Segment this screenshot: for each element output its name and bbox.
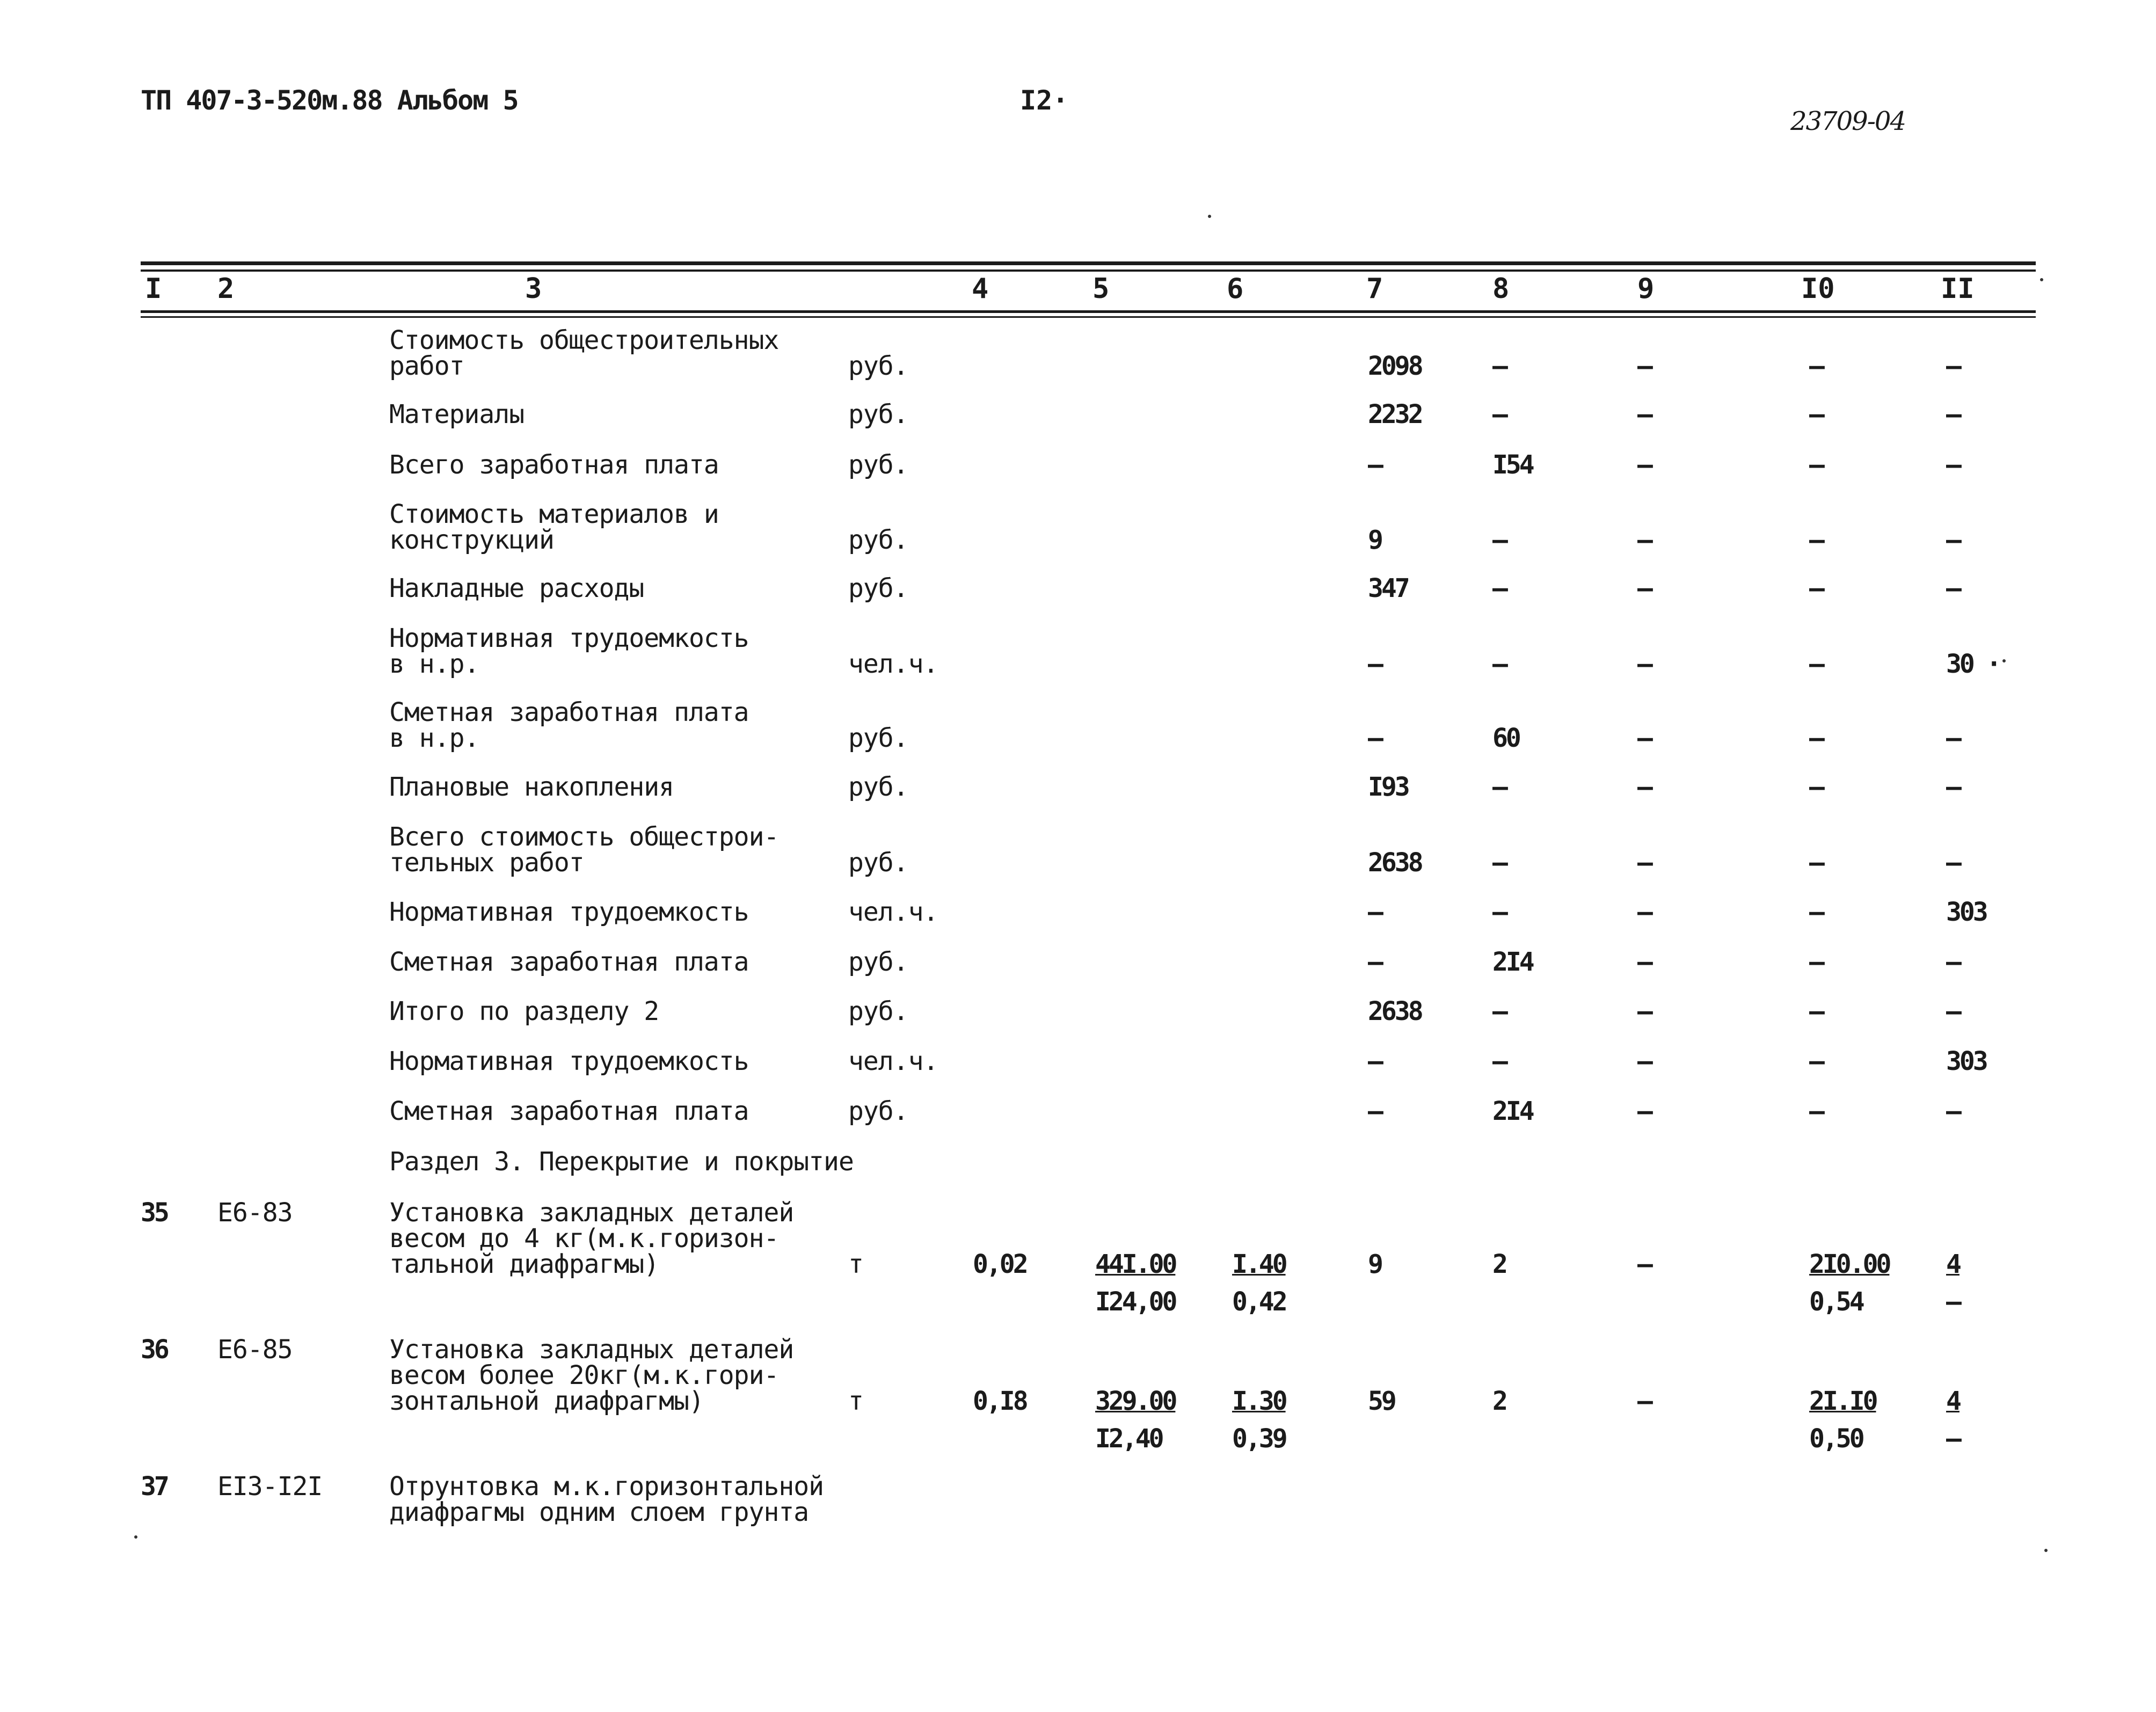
item-c5-bottom: I2,40 (1095, 1424, 1162, 1454)
row-name: Сметная заработная плата (389, 1096, 749, 1126)
column-header-7: 7 (1366, 273, 1383, 305)
scan-speck (2002, 659, 2006, 662)
row-value-c8: I54 (1492, 450, 1533, 480)
scan-speck (1208, 215, 1211, 218)
item-name: Установка закладных деталей весом более 20кг(м.к.гори- зонтальной диафрагмы) (389, 1335, 794, 1416)
row-value-c8: – (1492, 525, 1506, 555)
row-value-c9: – (1637, 399, 1651, 429)
item-c6-bottom: 0,39 (1232, 1424, 1286, 1454)
row-value-c9: – (1637, 1046, 1651, 1076)
row-name: Плановые накопления (389, 772, 674, 802)
row-value-c9: – (1637, 772, 1651, 802)
row-value-c11: – (1946, 450, 1960, 480)
column-header-3: 3 (525, 273, 542, 305)
row-value-c9: – (1637, 351, 1651, 381)
row-value-c8: – (1492, 573, 1506, 603)
row-name: Всего стоимость общестрои- тельных работ (389, 822, 779, 878)
inventory-number: 23709-04 (1790, 106, 1905, 136)
page-number: I2· (1020, 85, 1069, 116)
item-c5-top: 44I.00 (1095, 1249, 1176, 1279)
row-value-c10: – (1809, 351, 1823, 381)
row-unit: чел.ч. (848, 897, 938, 927)
row-value-c9: – (1637, 1096, 1651, 1126)
item-c10-top: 2I.I0 (1809, 1386, 1876, 1416)
row-value-c11: – (1946, 399, 1960, 429)
row-value-c9: – (1637, 848, 1651, 878)
header-bottom-rule-inner (141, 316, 2036, 318)
row-value-c9: – (1637, 525, 1651, 555)
row-value-c10: – (1809, 996, 1823, 1026)
column-header-11: II (1941, 273, 1975, 305)
row-unit: руб. (848, 1096, 908, 1126)
row-value-c7: I93 (1368, 772, 1408, 802)
row-value-c11: – (1946, 723, 1960, 753)
item-c11-bottom: – (1946, 1424, 1960, 1454)
row-value-c11: – (1946, 996, 1960, 1026)
item-c9: – (1637, 1386, 1651, 1416)
row-unit: руб. (848, 723, 908, 753)
row-value-c8: 2I4 (1492, 947, 1533, 977)
row-value-c9: – (1637, 450, 1651, 480)
item-unit: т (848, 1249, 863, 1279)
row-value-c7: 2098 (1368, 351, 1422, 381)
row-value-c11: – (1946, 1096, 1960, 1126)
row-unit: чел.ч. (848, 1046, 938, 1076)
scan-speck (2040, 278, 2043, 281)
row-unit: руб. (848, 996, 908, 1026)
scan-speck (134, 1535, 137, 1539)
row-value-c10: – (1809, 1046, 1823, 1076)
item-code: Е6-83 (217, 1198, 293, 1228)
row-value-c7: – (1368, 1046, 1381, 1076)
row-value-c10: – (1809, 897, 1823, 927)
row-value-c8: – (1492, 848, 1506, 878)
row-value-c11: 303 (1946, 897, 1986, 927)
item-number: 36 (141, 1335, 167, 1365)
row-name: Нормативная трудоемкость в н.р. (389, 623, 749, 679)
column-header-9: 9 (1637, 273, 1655, 305)
row-unit: руб. (848, 573, 908, 603)
row-value-c10: – (1809, 723, 1823, 753)
item-name: Отрунтовка м.к.горизонтальной диафрагмы одним слоем грунта (389, 1471, 824, 1527)
item-c6-top: I.30 (1232, 1386, 1286, 1416)
item-c10-top: 2I0.00 (1809, 1249, 1890, 1279)
row-value-c9: – (1637, 897, 1651, 927)
row-unit: руб. (848, 772, 908, 802)
row-value-c8: – (1492, 897, 1506, 927)
item-quantity: 0,02 (973, 1249, 1026, 1279)
row-name: Материалы (389, 399, 525, 429)
column-header-1: I (145, 273, 162, 305)
column-header-2: 2 (217, 273, 235, 305)
row-value-c9: – (1637, 573, 1651, 603)
item-c6-top: I.40 (1232, 1249, 1286, 1279)
row-value-c8: – (1492, 1046, 1506, 1076)
item-c11-bottom: – (1946, 1287, 1960, 1317)
column-header-8: 8 (1492, 273, 1510, 305)
row-value-c8: 2I4 (1492, 1096, 1533, 1126)
row-name: Нормативная трудоемкость (389, 1046, 749, 1076)
row-value-c10: – (1809, 399, 1823, 429)
column-header-5: 5 (1092, 273, 1110, 305)
item-c7: 59 (1368, 1386, 1395, 1416)
row-name: Стоимость материалов и конструкций (389, 499, 719, 555)
row-unit: руб. (848, 351, 908, 381)
row-value-c11: – (1946, 848, 1960, 878)
table-top-rule (141, 261, 2036, 265)
row-value-c7: 347 (1368, 573, 1408, 603)
row-value-c9: – (1637, 947, 1651, 977)
row-unit: руб. (848, 450, 908, 480)
row-value-c11: 30 · (1946, 649, 2000, 679)
column-header-6: 6 (1227, 273, 1244, 305)
row-name: Итого по разделу 2 (389, 996, 659, 1026)
row-value-c7: 9 (1368, 525, 1381, 555)
row-value-c9: – (1637, 649, 1651, 679)
column-header-10: I0 (1801, 273, 1835, 305)
row-name: Стоимость общестроительных работ (389, 325, 779, 381)
item-number: 35 (141, 1198, 167, 1228)
item-c10-bottom: 0,54 (1809, 1287, 1863, 1317)
item-c8: 2 (1492, 1249, 1506, 1279)
row-value-c8: 60 (1492, 723, 1519, 753)
header-bottom-rule (141, 310, 2036, 313)
item-c7: 9 (1368, 1249, 1381, 1279)
row-value-c8: – (1492, 649, 1506, 679)
row-value-c10: – (1809, 450, 1823, 480)
row-value-c10: – (1809, 848, 1823, 878)
row-value-c11: – (1946, 525, 1960, 555)
row-value-c8: – (1492, 399, 1506, 429)
item-c11-top: 4 (1946, 1386, 1960, 1416)
row-name: Всего заработная плата (389, 450, 719, 480)
item-c11-top: 4 (1946, 1249, 1960, 1279)
item-c5-top: 329.00 (1095, 1386, 1176, 1416)
column-header-4: 4 (972, 273, 989, 305)
row-value-c7: – (1368, 947, 1381, 977)
row-name: Накладные расходы (389, 573, 644, 603)
item-quantity: 0,I8 (973, 1386, 1026, 1416)
row-value-c7: – (1368, 723, 1381, 753)
item-c6-bottom: 0,42 (1232, 1287, 1286, 1317)
item-c10-bottom: 0,50 (1809, 1424, 1863, 1454)
row-value-c7: 2638 (1368, 996, 1422, 1026)
row-value-c11: – (1946, 573, 1960, 603)
row-name: Нормативная трудоемкость (389, 897, 749, 927)
row-value-c10: – (1809, 947, 1823, 977)
row-value-c8: – (1492, 351, 1506, 381)
document-code: ТП 407-3-520м.88 Альбом 5 (141, 85, 518, 116)
row-value-c11: – (1946, 351, 1960, 381)
row-value-c10: – (1809, 772, 1823, 802)
row-unit: руб. (848, 399, 908, 429)
row-value-c9: – (1637, 996, 1651, 1026)
row-value-c9: – (1637, 723, 1651, 753)
row-value-c7: 2638 (1368, 848, 1422, 878)
item-c5-bottom: I24,00 (1095, 1287, 1176, 1317)
item-number: 37 (141, 1471, 167, 1502)
scan-speck (2044, 1549, 2048, 1552)
row-unit: руб. (848, 947, 908, 977)
row-value-c7: – (1368, 450, 1381, 480)
row-value-c10: – (1809, 1096, 1823, 1126)
row-value-c10: – (1809, 649, 1823, 679)
row-value-c11: – (1946, 772, 1960, 802)
row-value-c7: – (1368, 897, 1381, 927)
section-title: Раздел 3. Перекрытие и покрытие (389, 1147, 854, 1177)
item-unit: т (848, 1386, 863, 1416)
row-value-c7: – (1368, 1096, 1381, 1126)
item-c8: 2 (1492, 1386, 1506, 1416)
row-value-c7: – (1368, 649, 1381, 679)
row-value-c8: – (1492, 996, 1506, 1026)
row-value-c10: – (1809, 525, 1823, 555)
item-code: Е6-85 (217, 1335, 293, 1365)
row-value-c8: – (1492, 772, 1506, 802)
item-c9: – (1637, 1249, 1651, 1279)
row-unit: руб. (848, 848, 908, 878)
row-value-c11: – (1946, 947, 1960, 977)
row-name: Сметная заработная плата в н.р. (389, 697, 749, 753)
row-value-c7: 2232 (1368, 399, 1422, 429)
row-unit: руб. (848, 525, 908, 555)
row-value-c10: – (1809, 573, 1823, 603)
row-value-c11: 303 (1946, 1046, 1986, 1076)
row-unit: чел.ч. (848, 649, 938, 679)
item-code: ЕI3-I2I (217, 1471, 323, 1502)
table-top-rule-inner (141, 269, 2036, 272)
item-name: Установка закладных деталей весом до 4 кг(м.к.горизон- тальной диафрагмы) (389, 1198, 794, 1279)
row-name: Сметная заработная плата (389, 947, 749, 977)
